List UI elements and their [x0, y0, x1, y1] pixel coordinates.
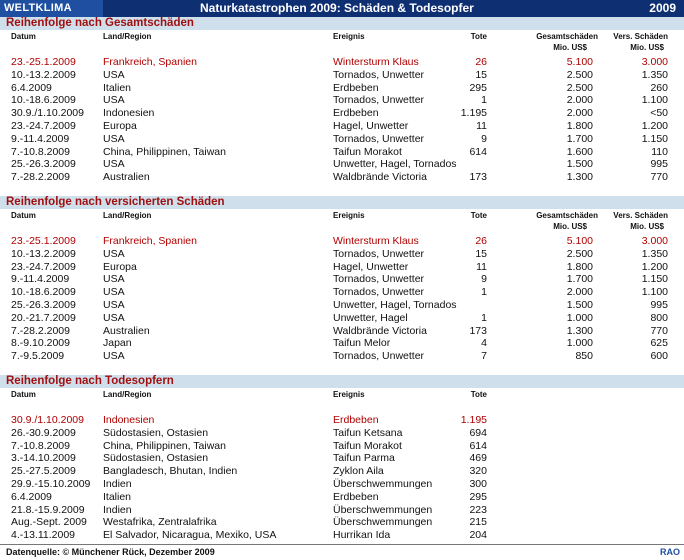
deaths-cell: 173	[469, 171, 487, 184]
deaths-cell: 320	[469, 465, 487, 478]
deaths-cell: 1	[481, 94, 487, 107]
event-cell: Tornados, Unwetter	[333, 247, 425, 260]
column-header-datum: Datum	[11, 390, 36, 399]
column-header-land: Land/Region	[103, 211, 152, 220]
event-cell: Hurrikan Ida	[333, 529, 391, 542]
deaths-cell: 1	[481, 311, 487, 324]
table-row	[0, 120, 684, 133]
region-cell: USA	[103, 247, 125, 260]
total-damage-cell: 2.000	[566, 94, 593, 107]
table-row	[0, 465, 684, 478]
date-cell: 25.-26.3.2009	[11, 299, 76, 311]
insured-damage-cell: 1.200	[641, 120, 668, 132]
section-header	[0, 375, 684, 388]
date-cell: 25.-26.3.2009	[11, 158, 76, 171]
event-cell: Wintersturm Klaus	[333, 56, 419, 68]
region-cell: USA	[103, 311, 125, 324]
total-damage-cell: 2.500	[566, 81, 593, 94]
region-cell: USA	[103, 158, 125, 171]
column-header-ereignis: Ereignis	[333, 32, 365, 41]
event-cell: Tornados, Unwetter	[333, 273, 425, 286]
table-row	[0, 146, 684, 159]
region-cell: USA	[103, 94, 125, 107]
rao-logo: RAO	[660, 547, 680, 557]
deaths-cell: 4	[481, 337, 487, 350]
region-cell: USA	[103, 299, 125, 311]
region-cell: Australien	[103, 324, 150, 337]
table-row	[0, 56, 684, 69]
column-header-tote: Tote	[470, 390, 487, 399]
deaths-cell: 15	[475, 247, 487, 260]
column-header-land: Land/Region	[103, 32, 152, 41]
event-cell: Erdbeben	[333, 414, 379, 426]
deaths-cell: 694	[469, 426, 487, 439]
date-cell: 10.-18.6.2009	[11, 94, 76, 107]
deaths-cell: 173	[469, 324, 487, 337]
unit-label-gesamt: Mio. US$	[553, 222, 587, 231]
date-cell: 29.9.-15.10.2009	[11, 478, 91, 490]
insured-damage-cell: 1.150	[641, 132, 668, 145]
column-header-tote: Tote	[470, 211, 487, 220]
date-cell: 7.-28.2.2009	[11, 171, 70, 184]
table-row	[0, 337, 684, 350]
event-cell: Taifun Morakot	[333, 439, 402, 452]
insured-damage-cell: 995	[650, 299, 668, 311]
event-cell: Tornados, Unwetter	[333, 94, 425, 107]
insured-damage-cell: 1.350	[641, 68, 668, 81]
column-header-land: Land/Region	[103, 390, 152, 399]
total-damage-cell: 1.700	[566, 273, 593, 286]
table-row	[0, 312, 684, 325]
event-cell: Tornados, Unwetter	[333, 286, 425, 299]
date-cell: 23.-24.7.2009	[11, 120, 76, 132]
date-cell: 10.-13.2.2009	[11, 68, 76, 81]
insured-damage-cell: 770	[650, 171, 668, 184]
event-cell: Hagel, Unwetter	[333, 120, 409, 132]
total-damage-cell: 1.300	[566, 324, 593, 337]
table-row	[0, 350, 684, 363]
event-cell: Unwetter, Hagel, Tornados	[333, 158, 457, 171]
table-row	[0, 414, 684, 427]
event-cell: Wintersturm Klaus	[333, 235, 419, 247]
insured-damage-cell: 3.000	[641, 56, 668, 68]
date-cell: 4.-13.11.2009	[11, 529, 76, 542]
insured-damage-cell: 1.100	[641, 94, 668, 107]
insured-damage-cell: 600	[650, 350, 668, 363]
date-cell: 30.9./1.10.2009	[11, 107, 84, 120]
table-row	[0, 325, 684, 338]
deaths-cell: 26	[475, 56, 487, 68]
date-cell: 26.-30.9.2009	[11, 426, 76, 439]
unit-label-vers: Mio. US$	[630, 222, 664, 231]
region-cell: China, Philippinen, Taiwan	[103, 439, 226, 452]
date-cell: 7.-28.2.2009	[11, 324, 70, 337]
insured-damage-cell: 625	[650, 337, 668, 350]
table-row	[0, 529, 684, 542]
total-damage-cell: 1.800	[566, 120, 593, 132]
table-row	[0, 82, 684, 95]
footer-divider	[0, 544, 684, 545]
region-cell: Europa	[103, 260, 137, 273]
date-cell: 10.-18.6.2009	[11, 286, 76, 299]
event-cell: Überschwemmungen	[333, 516, 433, 529]
region-cell: USA	[103, 350, 125, 363]
year-label: 2009	[649, 1, 676, 15]
table-row	[0, 261, 684, 274]
total-damage-cell: 1.500	[566, 158, 593, 171]
brand-label: WELTKLIMA	[0, 0, 103, 17]
column-header-gesamt: Gesamtschäden	[536, 32, 598, 41]
event-cell: Taifun Parma	[333, 452, 395, 465]
unit-label-vers: Mio. US$	[630, 43, 664, 52]
unit-label-gesamt: Mio. US$	[553, 43, 587, 52]
event-cell: Erdbeben	[333, 107, 379, 120]
region-cell: USA	[103, 132, 125, 145]
region-cell: Indien	[103, 478, 132, 490]
date-cell: 20.-21.7.2009	[11, 311, 76, 324]
deaths-cell: 9	[481, 132, 487, 145]
date-cell: 6.4.2009	[11, 81, 52, 94]
column-header-ereignis: Ereignis	[333, 211, 365, 220]
section-title: Reihenfolge nach Todesopfern	[6, 375, 174, 387]
table-row	[0, 133, 684, 146]
source-note: Datenquelle: © Münchener Rück, Dezember 2009	[6, 547, 215, 557]
event-cell: Tornados, Unwetter	[333, 350, 425, 363]
insured-damage-cell: 800	[650, 311, 668, 324]
event-cell: Überschwemmungen	[333, 478, 433, 490]
total-damage-cell: 1.000	[566, 337, 593, 350]
date-cell: 25.-27.5.2009	[11, 465, 76, 478]
deaths-cell: 9	[481, 273, 487, 286]
deaths-cell: 614	[469, 145, 487, 158]
table-row	[0, 504, 684, 517]
region-cell: Frankreich, Spanien	[103, 235, 197, 247]
total-damage-cell: 1.000	[566, 311, 593, 324]
deaths-cell: 1.195	[460, 414, 487, 426]
table-row	[0, 516, 684, 529]
deaths-cell: 223	[469, 503, 487, 516]
region-cell: Indonesien	[103, 107, 155, 120]
region-cell: China, Philippinen, Taiwan	[103, 145, 226, 158]
region-cell: Westafrika, Zentralafrika	[103, 516, 217, 529]
date-cell: 9.-11.4.2009	[11, 273, 70, 286]
total-damage-cell: 2.500	[566, 247, 593, 260]
deaths-cell: 1	[481, 286, 487, 299]
total-damage-cell: 2.000	[566, 107, 593, 120]
event-cell: Taifun Ketsana	[333, 426, 403, 439]
table-row	[0, 171, 684, 184]
column-header-vers: Vers. Schäden	[613, 211, 668, 220]
region-cell: USA	[103, 273, 125, 286]
insured-damage-cell: 770	[650, 324, 668, 337]
total-damage-cell: 5.100	[566, 56, 593, 68]
event-cell: Taifun Morakot	[333, 145, 402, 158]
column-header-datum: Datum	[11, 32, 36, 41]
event-cell: Erdbeben	[333, 81, 379, 94]
insured-damage-cell: 1.100	[641, 286, 668, 299]
event-cell: Tornados, Unwetter	[333, 132, 425, 145]
event-cell: Waldbrände Victoria	[333, 324, 427, 337]
column-header-gesamt: Gesamtschäden	[536, 211, 598, 220]
date-cell: Aug.-Sept. 2009	[11, 516, 87, 529]
total-damage-cell: 5.100	[566, 235, 593, 247]
deaths-cell: 295	[469, 490, 487, 503]
date-cell: 23.-24.7.2009	[11, 260, 76, 273]
region-cell: Frankreich, Spanien	[103, 56, 197, 68]
deaths-cell: 614	[469, 439, 487, 452]
region-cell: Indonesien	[103, 414, 155, 426]
section-header	[0, 17, 684, 30]
insured-damage-cell: 995	[650, 158, 668, 171]
date-cell: 8.-9.10.2009	[11, 337, 70, 350]
total-damage-cell: 1.300	[566, 171, 593, 184]
table-row	[0, 427, 684, 440]
deaths-cell: 26	[475, 235, 487, 247]
section-title: Reihenfolge nach Gesamtschäden	[6, 17, 194, 29]
region-cell: Japan	[103, 337, 132, 350]
top-bar	[0, 0, 684, 17]
total-damage-cell: 1.800	[566, 260, 593, 273]
total-damage-cell: 850	[575, 350, 593, 363]
date-cell: 7.-10.8.2009	[11, 439, 70, 452]
section-header	[0, 196, 684, 209]
event-cell: Unwetter, Hagel, Tornados	[333, 299, 457, 311]
region-cell: Südostasien, Ostasien	[103, 452, 209, 465]
insured-damage-cell: <50	[650, 107, 668, 120]
column-header-tote: Tote	[470, 32, 487, 41]
table-row	[0, 286, 684, 299]
insured-damage-cell: 3.000	[641, 235, 668, 247]
column-header-datum: Datum	[11, 211, 36, 220]
date-cell: 6.4.2009	[11, 490, 52, 503]
region-cell: Europa	[103, 120, 137, 132]
region-cell: USA	[103, 68, 125, 81]
event-cell: Erdbeben	[333, 490, 379, 503]
region-cell: Bangladesch, Bhutan, Indien	[103, 465, 238, 478]
region-cell: Italien	[103, 81, 132, 94]
deaths-cell: 7	[481, 350, 487, 363]
table-row	[0, 248, 684, 261]
date-cell: 23.-25.1.2009	[11, 235, 76, 247]
column-header-ereignis: Ereignis	[333, 390, 365, 399]
section-title: Reihenfolge nach versicherten Schäden	[6, 196, 225, 208]
event-cell: Tornados, Unwetter	[333, 68, 425, 81]
total-damage-cell: 1.500	[566, 299, 593, 311]
table-row	[0, 107, 684, 120]
date-cell: 7.-10.8.2009	[11, 145, 70, 158]
table-row	[0, 158, 684, 171]
table-row	[0, 478, 684, 491]
page-title: Naturkatastrophen 2009: Schäden & Todesopfer	[200, 1, 474, 15]
deaths-cell: 204	[469, 529, 487, 542]
total-damage-cell: 1.700	[566, 132, 593, 145]
date-cell: 21.8.-15.9.2009	[11, 503, 85, 516]
insured-damage-cell: 1.150	[641, 273, 668, 286]
deaths-cell: 11	[476, 260, 487, 273]
column-header-vers: Vers. Schäden	[613, 32, 668, 41]
event-cell: Taifun Melor	[333, 337, 391, 350]
table-row	[0, 94, 684, 107]
total-damage-cell: 2.500	[566, 68, 593, 81]
date-cell: 23.-25.1.2009	[11, 56, 76, 68]
date-cell: 10.-13.2.2009	[11, 247, 76, 260]
date-cell: 9.-11.4.2009	[11, 132, 70, 145]
date-cell: 30.9./1.10.2009	[11, 414, 84, 426]
event-cell: Zyklon Aila	[333, 465, 384, 478]
deaths-cell: 11	[476, 120, 487, 132]
total-damage-cell: 1.600	[566, 145, 593, 158]
event-cell: Hagel, Unwetter	[333, 260, 409, 273]
event-cell: Unwetter, Hagel	[333, 311, 408, 324]
table-row	[0, 452, 684, 465]
region-cell: Australien	[103, 171, 150, 184]
region-cell: Südostasien, Ostasien	[103, 426, 209, 439]
table-row	[0, 273, 684, 286]
insured-damage-cell: 110	[651, 145, 668, 158]
deaths-cell: 215	[469, 516, 487, 529]
table-row	[0, 235, 684, 248]
insured-damage-cell: 1.350	[641, 247, 668, 260]
table-row	[0, 299, 684, 312]
region-cell: Italien	[103, 490, 132, 503]
total-damage-cell: 2.000	[566, 286, 593, 299]
region-cell: Indien	[103, 503, 132, 516]
table-row	[0, 440, 684, 453]
region-cell: USA	[103, 286, 125, 299]
insured-damage-cell: 260	[650, 81, 668, 94]
table-row	[0, 491, 684, 504]
region-cell: El Salvador, Nicaragua, Mexiko, USA	[103, 529, 277, 542]
deaths-cell: 1.195	[460, 107, 487, 120]
deaths-cell: 15	[475, 68, 487, 81]
deaths-cell: 300	[469, 478, 487, 490]
date-cell: 3.-14.10.2009	[11, 452, 76, 465]
deaths-cell: 469	[469, 452, 487, 465]
event-cell: Waldbrände Victoria	[333, 171, 427, 184]
date-cell: 7.-9.5.2009	[11, 350, 65, 363]
table-row	[0, 69, 684, 82]
event-cell: Überschwemmungen	[333, 503, 433, 516]
insured-damage-cell: 1.200	[641, 260, 668, 273]
deaths-cell: 295	[469, 81, 487, 94]
